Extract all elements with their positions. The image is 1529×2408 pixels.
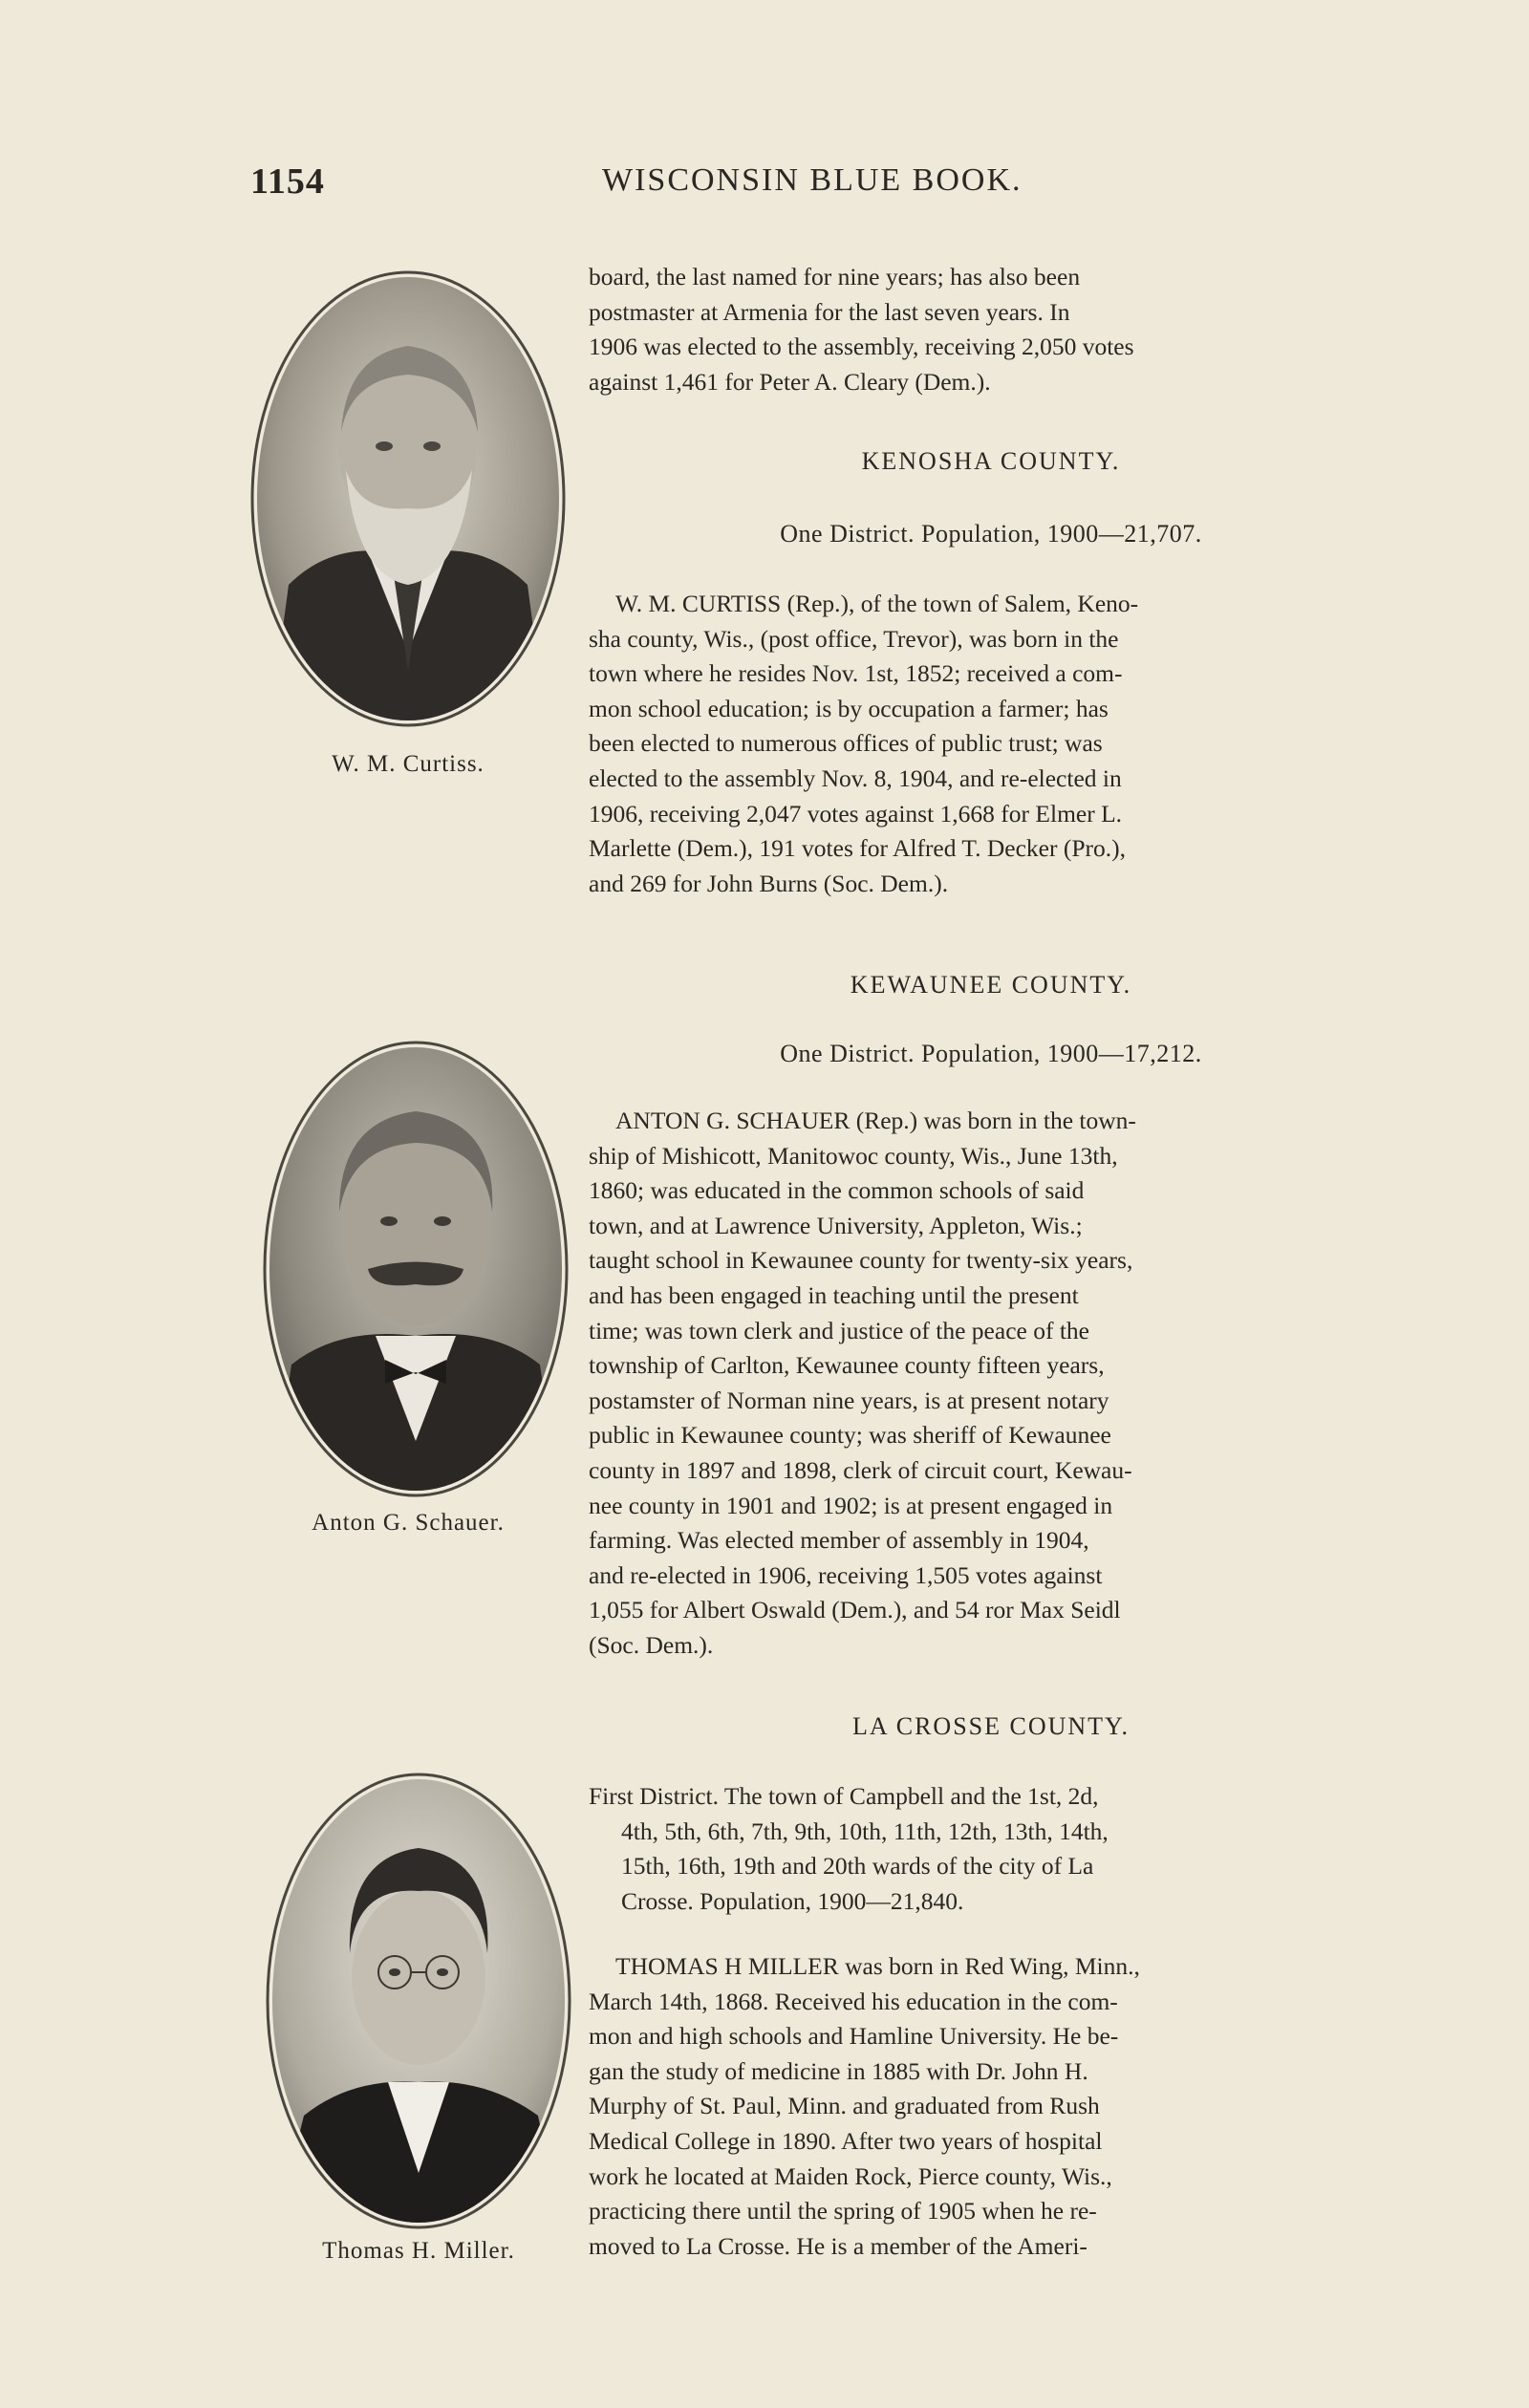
text-line: THOMAS H MILLER was born in Red Wing, Minn., (615, 1952, 1140, 1980)
text-line: sha county, Wis., (post office, Trevor), was born in the (589, 624, 1119, 653)
text-line: board, the last named for nine years; has also been (589, 263, 1081, 290)
running-title: WISCONSIN BLUE BOOK. (602, 162, 1023, 198)
text-line: mon and high schools and Hamline University. He be- (589, 2022, 1119, 2051)
text-line: First District. The town of Campbell and the 1st, 2d, (589, 1782, 1099, 1810)
text-line: 1,055 for Albert Oswald (Dem.), and 54 ror Max Seidl (589, 1596, 1121, 1624)
text-line: township of Carlton, Kewaunee county fifteen years, (589, 1351, 1105, 1380)
page-number: 1154 (250, 161, 325, 202)
text-line: against 1,461 for Peter A. Cleary (Dem.). (589, 367, 991, 396)
portrait-miller (266, 1772, 571, 2230)
text-line: postamster of Norman nine years, is at present notary (589, 1386, 1109, 1414)
text-line: W. M. CURTISS (Rep.), of the town of Salem, Keno- (615, 590, 1139, 617)
text-line: practicing there until the spring of 1905 when he re- (589, 2197, 1097, 2225)
lacrosse-district-description (589, 1779, 1393, 1919)
text-line: Marlette (Dem.), 191 votes for Alfred T. Decker (Pro.), (589, 834, 1126, 863)
text-line: time; was town clerk and justice of the peace of the (589, 1316, 1089, 1344)
text-line: taught school in Kewaunee county for twenty-six years, (589, 1246, 1133, 1275)
kenosha-district-line: One District. Population, 1900—21,707. (780, 520, 1202, 548)
text-line: been elected to numerous offices of public trust; was (589, 729, 1103, 758)
text-line: ANTON G. SCHAUER (Rep.) was born in the town- (615, 1107, 1136, 1134)
text-line: gan the study of medicine in 1885 with Dr. John H. (589, 2056, 1088, 2085)
curtiss-biography (589, 587, 1393, 901)
portrait-schauer (263, 1040, 569, 1498)
text-line: 1860; was educated in the common schools of said (589, 1176, 1085, 1205)
portrait-caption-curtiss: W. M. Curtiss. (332, 751, 485, 777)
text-line: farming. Was elected member of assembly in 1904, (589, 1526, 1089, 1555)
text-line: 1906 was elected to the assembly, receiving 2,050 votes (589, 333, 1134, 361)
portrait-caption-miller: Thomas H. Miller. (322, 2238, 515, 2264)
text-line: Murphy of St. Paul, Minn. and graduated from Rush (589, 2092, 1100, 2120)
schauer-biography (589, 1104, 1393, 1664)
text-line: elected to the assembly Nov. 8, 1904, and re-elected in (589, 763, 1122, 792)
portrait-curtiss (250, 269, 566, 728)
lacrosse-county-heading: LA CROSSE COUNTY. (852, 1712, 1130, 1740)
text-line: nee county in 1901 and 1902; is at present engaged in (589, 1491, 1113, 1519)
text-line: 4th, 5th, 6th, 7th, 9th, 10th, 11th, 12th, 13th, 14th, (621, 1817, 1109, 1845)
text-line: March 14th, 1868. Received his education in the com- (589, 1987, 1118, 2015)
text-line: and has been engaged in teaching until the present (589, 1280, 1079, 1309)
text-line: public in Kewaunee county; was sheriff of Kewaunee (589, 1421, 1111, 1450)
kewaunee-district-line: One District. Population, 1900—17,212. (780, 1040, 1202, 1067)
kenosha-county-heading: KENOSHA COUNTY. (861, 447, 1121, 475)
intro-paragraph (589, 260, 1393, 399)
text-line: Crosse. Population, 1900—21,840. (621, 1886, 964, 1915)
kewaunee-county-heading: KEWAUNEE COUNTY. (850, 971, 1132, 999)
text-line: Medical College in 1890. After two years of hospital (589, 2126, 1103, 2155)
text-line: mon school education; is by occupation a farmer; has (589, 694, 1109, 722)
miller-biography (589, 1949, 1393, 2264)
text-line: and re-elected in 1906, receiving 1,505 votes against (589, 1560, 1103, 1589)
text-line: and 269 for John Burns (Soc. Dem.). (589, 869, 949, 897)
text-line: moved to La Crosse. He is a member of the Ameri- (589, 2231, 1088, 2260)
text-line: postmaster at Armenia for the last seven years. In (589, 297, 1070, 326)
text-line: county in 1897 and 1898, clerk of circuit court, Kewau- (589, 1455, 1132, 1484)
text-line: 15th, 16th, 19th and 20th wards of the city of La (621, 1852, 1094, 1881)
text-line: town, and at Lawrence University, Appleton, Wis.; (589, 1211, 1083, 1239)
text-line: work he located at Maiden Rock, Pierce county, Wis., (589, 2161, 1112, 2190)
text-line: 1906, receiving 2,047 votes against 1,668 for Elmer L. (589, 799, 1123, 828)
page-header (0, 161, 1529, 208)
text-line: ship of Mishicott, Manitowoc county, Wis., June 13th, (589, 1141, 1118, 1170)
text-line: town where he resides Nov. 1st, 1852; received a com- (589, 659, 1123, 688)
portrait-caption-schauer: Anton G. Schauer. (312, 1510, 505, 1536)
text-line: (Soc. Dem.). (589, 1630, 714, 1659)
